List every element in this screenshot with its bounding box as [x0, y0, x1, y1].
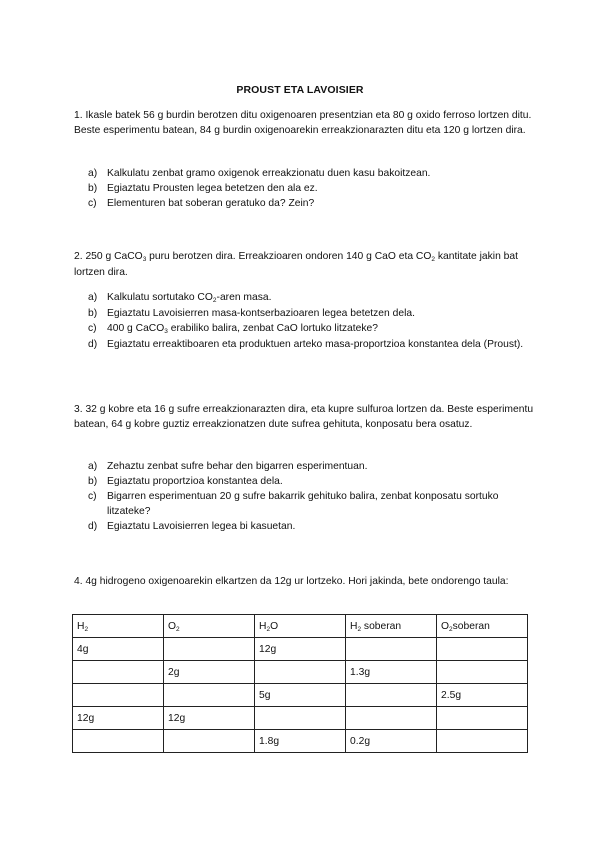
table-row: [73, 707, 528, 730]
table-cell[interactable]: [437, 661, 528, 684]
list-item: d) Egiaztatu erreaktiboaren eta produktuen arteko masa-proportzioa konstantea dela (Proust).: [88, 339, 524, 350]
list-item: c) Bigarren esperimentuan 20 g sufre bakarrik gehituko balira, zenbat konposatu sortuko litzateke?: [88, 491, 499, 517]
table-cell[interactable]: [346, 638, 437, 661]
question-2-list: [88, 290, 538, 352]
list-item: b) Egiaztatu Lavoisierren masa-kontserbazioaren legea betetzen dela.: [88, 308, 415, 319]
data-table: [72, 614, 528, 753]
table-cell[interactable]: [73, 730, 164, 753]
table-cell[interactable]: 2g: [164, 661, 255, 684]
table-cell[interactable]: 12g: [73, 707, 164, 730]
table-row: [73, 684, 528, 707]
question-1-list: [88, 166, 538, 211]
table-row: [73, 730, 528, 753]
table-row: [73, 661, 528, 684]
question-4-text: 4. 4g hidrogeno oxigenoarekin elkartzen da 12g ur lortzeko. Hori jakinda, bete ondorengo taula:: [74, 576, 509, 587]
question-1-text: 1. Ikasle batek 56 g burdin berotzen ditu oxigenoaren presentzian eta 80 g oxido ferroso lortzen ditu. Beste esperimentu batean, 84 g burdin oxigenoarekin erreakzionarazten ditu eta 120 g lortzen dira.: [74, 110, 532, 137]
table-cell[interactable]: 0.2g: [346, 730, 437, 753]
page-title: PROUST ETA LAVOISIER: [236, 84, 364, 96]
table-cell[interactable]: [437, 707, 528, 730]
table-cell[interactable]: 1.3g: [346, 661, 437, 684]
table-cell[interactable]: [255, 661, 346, 684]
table-header-row: [73, 615, 528, 638]
table-cell[interactable]: [437, 638, 528, 661]
table-cell[interactable]: [73, 661, 164, 684]
table-cell[interactable]: [346, 707, 437, 730]
table-cell[interactable]: 12g: [255, 638, 346, 661]
table-cell[interactable]: 2.5g: [437, 684, 528, 707]
table-cell[interactable]: 4g: [73, 638, 164, 661]
table-cell[interactable]: [164, 730, 255, 753]
table-cell[interactable]: 5g: [255, 684, 346, 707]
table-cell[interactable]: [164, 638, 255, 661]
list-item: c) 400 g CaCO$_3$ erabiliko balira, zenbat CaO lortuko litzateke?: [88, 323, 378, 335]
list-item: a) Kalkulatu sortutako $CO_2$-aren masa.: [88, 292, 272, 304]
table-cell[interactable]: 12g: [164, 707, 255, 730]
list-item: c) Elementuren bat soberan geratuko da? Zein?: [88, 198, 315, 209]
table-header-cell: $O_2soberan$: [437, 615, 528, 638]
list-item: a) Kalkulatu zenbat gramo oxigenok erreakzionatu duen kasu bakoitzean.: [88, 168, 431, 179]
list-item: a) Zehaztu zenbat sufre behar den bigarren esperimentuan.: [88, 461, 368, 472]
table-row: [73, 638, 528, 661]
table-header-cell: $H_2$ soberan: [346, 615, 437, 638]
table-cell[interactable]: 1.8g: [255, 730, 346, 753]
table-header-cell: $O_2$: [164, 615, 255, 638]
table-cell[interactable]: [73, 684, 164, 707]
table-cell[interactable]: [346, 684, 437, 707]
question-3-text: 3. 32 g kobre eta 16 g sufre erreakzionarazten dira, eta kupre sulfuroa lortzen da. Beste esperimentu batean, 64 g kobre guztiz erreakzionatzen dute sufrea gehituta, konposatu bera osatuz.: [74, 404, 534, 431]
list-item: d) Egiaztatu Lavoisierren legea bi kasuetan.: [88, 521, 296, 532]
table-cell[interactable]: [437, 730, 528, 753]
table-header-cell: $H_2O$: [255, 615, 346, 638]
table-cell[interactable]: [164, 684, 255, 707]
question-3-list: [88, 459, 538, 534]
question-2-text: 2. 250 g CaCO$_3$ puru berotzen dira. Erreakzioaren ondoren 140 g CaO eta $CO_2$ kantitate jakin bat lortzen dira.: [74, 251, 518, 279]
list-item: b) Egiaztatu Prousten legea betetzen den ala ez.: [88, 183, 318, 194]
list-item: b) Egiaztatu proportzioa konstantea dela.: [88, 476, 283, 487]
table-cell[interactable]: [255, 707, 346, 730]
table-header-cell: $H_2$: [73, 615, 164, 638]
